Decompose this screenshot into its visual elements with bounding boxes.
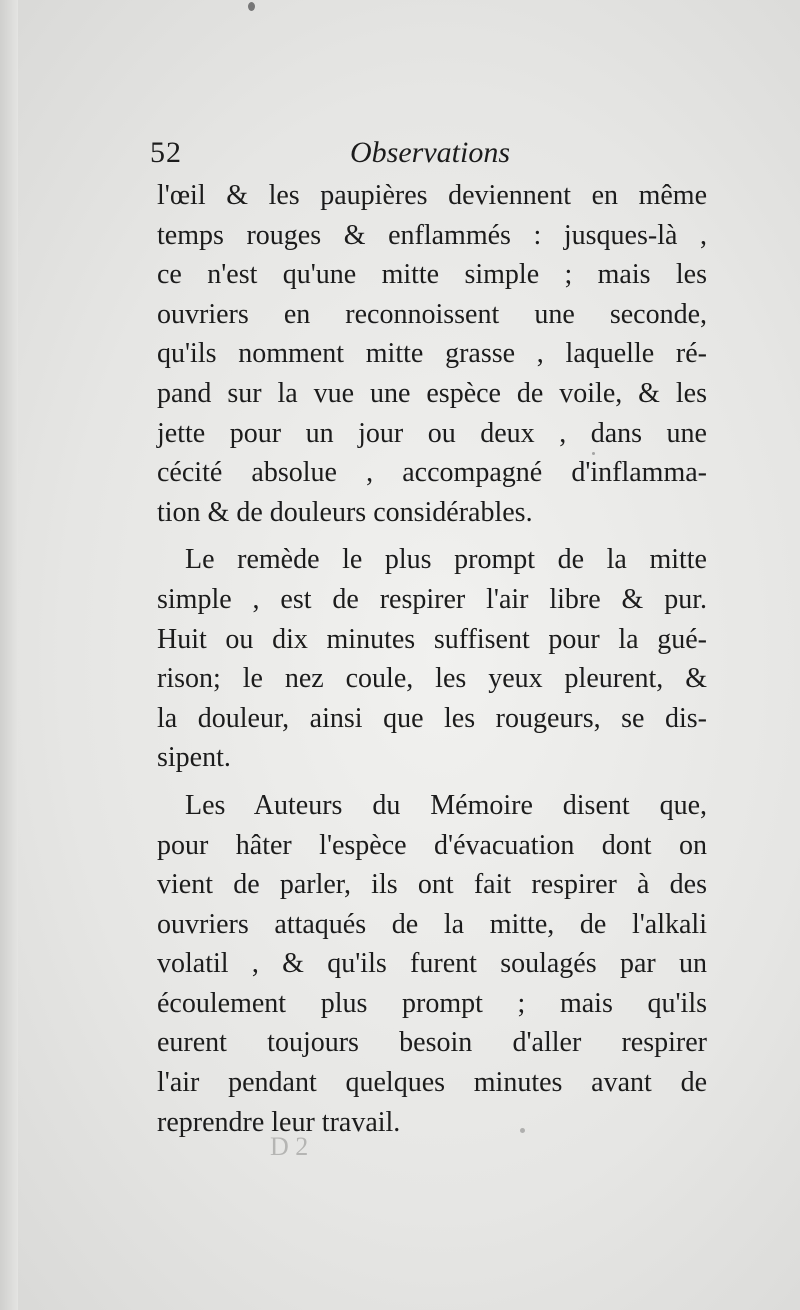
text-line: eurent toujours besoin d'aller respirer xyxy=(157,1027,707,1059)
paragraph-3 xyxy=(157,786,707,1142)
text-line: simple , est de respirer l'air libre & pur. xyxy=(157,583,707,615)
text-line: Le remède le plus prompt de la mitte xyxy=(185,544,707,576)
text-line: la douleur, ainsi que les rougeurs, se dis- xyxy=(157,702,707,734)
text-line: volatil , & qu'ils furent soulagés par un xyxy=(157,948,707,980)
text-line: ce n'est qu'une mitte simple ; mais les xyxy=(157,259,707,291)
text-line: l'œil & les paupières deviennent en même xyxy=(157,180,707,211)
text-line: tion & de douleurs considérables. xyxy=(157,496,533,528)
page-number: 52 xyxy=(150,136,182,169)
text-line: pour hâter l'espèce d'évacuation dont on xyxy=(157,829,707,861)
text-line: qu'ils nomment mitte grasse , laquelle ré- xyxy=(157,338,707,370)
text-line: écoulement plus prompt ; mais qu'ils xyxy=(157,987,707,1019)
page-header xyxy=(150,136,710,176)
text-line: temps rouges & enflammés : jusques-là , xyxy=(157,219,707,251)
text-line: ouvriers attaqués de la mitte, de l'alkali xyxy=(157,908,707,940)
text-line: Huit ou dix minutes suffisent pour la gué- xyxy=(157,623,707,655)
paragraph-gap xyxy=(157,532,707,540)
text-line: pand sur la vue une espèce de voile, & les xyxy=(157,377,707,409)
paper-speck xyxy=(248,2,255,11)
text-line: jette pour un jour ou deux , dans une xyxy=(157,417,707,449)
text-line: reprendre leur travail. xyxy=(157,1106,401,1138)
text-line: vient de parler, ils ont fait respirer à des xyxy=(157,869,707,901)
text-line: cécité absolue , accompagné d'inflamma- xyxy=(157,457,707,489)
text-line: l'air pendant quelques minutes avant de xyxy=(157,1067,707,1099)
running-title: Observations xyxy=(350,136,510,169)
text-line: ouvriers en reconnoissent une seconde, xyxy=(157,298,707,330)
text-line: Les Auteurs du Mémoire disent que, xyxy=(185,789,707,821)
text-line: rison; le nez coule, les yeux pleurent, & xyxy=(157,663,707,695)
text-line: sipent. xyxy=(157,742,231,774)
paragraph-1 xyxy=(157,176,707,532)
page-edge xyxy=(0,0,18,1310)
body-text xyxy=(157,176,707,1142)
signature-mark: D 2 xyxy=(270,1132,309,1161)
paragraph-gap xyxy=(157,778,707,786)
paragraph-2 xyxy=(157,540,707,778)
paper-speck xyxy=(592,452,595,455)
paper-speck xyxy=(520,1128,525,1133)
